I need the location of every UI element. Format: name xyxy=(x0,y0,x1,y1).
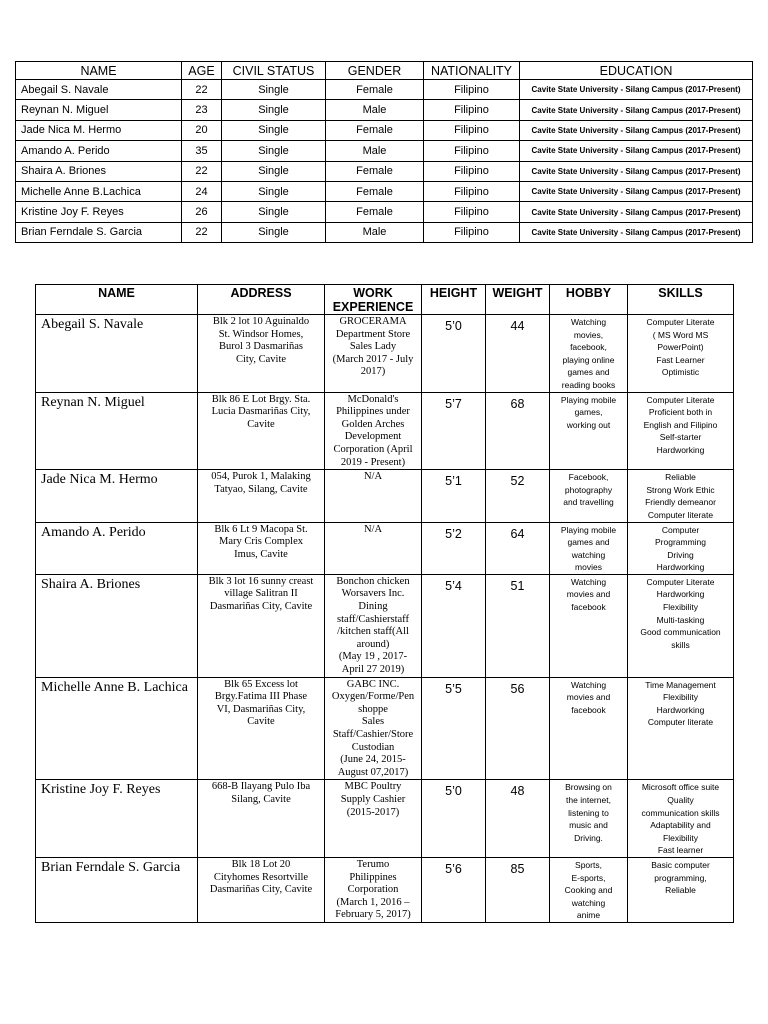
cell-age: 24 xyxy=(182,181,222,201)
cell-address-line: Cavite xyxy=(247,418,275,430)
cell-address xyxy=(198,392,325,470)
cell-work-experience-line: Corporation xyxy=(347,884,399,896)
cell-hobby-line: photography xyxy=(564,484,613,495)
cell-work-experience-line: Bonchon chicken xyxy=(336,575,410,587)
cell-hobby-line: reading books xyxy=(561,379,616,390)
cell-address-line: 054, Purok 1, Malaking xyxy=(211,471,311,483)
cell-skills-line: Computer Literate xyxy=(646,317,715,327)
cell-weight: 48 xyxy=(486,780,550,858)
header-civil-status: CIVIL STATUS xyxy=(222,62,326,80)
cell-nationality: Filipino xyxy=(424,222,520,242)
cell-weight: 85 xyxy=(486,857,550,922)
cell-height: 5’7 xyxy=(422,392,486,470)
cell-nationality: Filipino xyxy=(424,100,520,120)
cell-skills-line: Driving xyxy=(667,549,694,560)
cell-civil-status: Single xyxy=(222,80,326,100)
cell-address-line: Blk 3 lot 16 sunny creast xyxy=(208,575,314,587)
cell-skills-line: communication skills xyxy=(641,807,720,818)
cell-hobby-line: Browsing on xyxy=(565,782,612,793)
cell-skills-line: English and Filipino xyxy=(643,419,718,430)
cell-age: 35 xyxy=(182,141,222,161)
cell-hobby-line: Watching xyxy=(570,317,607,327)
cell-hobby-line: E-sports, xyxy=(571,872,606,883)
cell-gender: Female xyxy=(326,202,424,222)
cell-education: Cavite State University - Silang Campus (2017-Present) xyxy=(520,181,753,201)
cell-hobby-line: Cooking and xyxy=(564,885,613,896)
cell-hobby xyxy=(550,470,628,522)
cell-skills xyxy=(628,315,734,393)
table-row xyxy=(16,181,753,201)
header-skills: SKILLS xyxy=(628,285,734,315)
cell-work-experience xyxy=(325,780,422,858)
cell-weight: 64 xyxy=(486,522,550,574)
cell-address xyxy=(198,677,325,780)
cell-education: Cavite State University - Silang Campus (2017-Present) xyxy=(520,141,753,161)
cell-skills xyxy=(628,574,734,677)
cell-address-line: village Salitran II xyxy=(224,588,298,600)
cell-skills-line: Time Management xyxy=(645,679,716,690)
cell-age: 22 xyxy=(182,161,222,181)
cell-hobby xyxy=(550,522,628,574)
header-name: NAME xyxy=(36,285,198,315)
header-hobby: HOBBY xyxy=(550,285,628,315)
cell-hobby-line: working out xyxy=(566,419,611,430)
cell-skills-line: Programming xyxy=(654,537,707,548)
cell-civil-status: Single xyxy=(222,202,326,222)
cell-address-line: Dasmariñas City, Cavite xyxy=(209,601,313,613)
cell-hobby-line: playing online xyxy=(562,354,615,365)
cell-civil-status: Single xyxy=(222,120,326,140)
cell-name: Reynan N. Miguel xyxy=(16,100,182,120)
cell-hobby xyxy=(550,574,628,677)
cell-height: 5’6 xyxy=(422,857,486,922)
cell-address xyxy=(198,315,325,393)
cell-address xyxy=(198,470,325,522)
cell-address-line: Burol 3 Dasmariñas xyxy=(219,341,303,353)
cell-skills xyxy=(628,857,734,922)
table-header-row xyxy=(36,285,734,315)
cell-height: 5’4 xyxy=(422,574,486,677)
cell-skills-line: Fast learner xyxy=(657,845,704,856)
cell-work-experience-line: MBC Poultry xyxy=(344,781,402,793)
cell-skills-line: Optimistic xyxy=(661,367,700,378)
cell-skills-line: Flexibility xyxy=(663,602,698,613)
cell-skills-line: Hardworking xyxy=(656,444,705,455)
cell-skills-line: skills xyxy=(671,639,690,650)
cell-hobby-line: facebook xyxy=(571,602,606,613)
cell-work-experience-line: February 5, 2017) xyxy=(335,909,411,921)
cell-name: Kristine Joy F. Reyes xyxy=(16,202,182,222)
cell-skills-line: Hardworking xyxy=(656,704,705,715)
cell-work-experience-line: Sales xyxy=(361,716,385,728)
cell-gender: Male xyxy=(326,100,424,120)
cell-address xyxy=(198,574,325,677)
cell-skills-line: Computer Literate xyxy=(646,576,715,587)
cell-work-experience xyxy=(325,392,422,470)
header-address: ADDRESS xyxy=(198,285,325,315)
table-row xyxy=(16,80,753,100)
cell-hobby-line: games and xyxy=(567,537,610,548)
cell-nationality: Filipino xyxy=(424,80,520,100)
cell-hobby-line: Playing mobile xyxy=(560,394,617,405)
header-gender: GENDER xyxy=(326,62,424,80)
cell-work-experience xyxy=(325,315,422,393)
cell-weight: 56 xyxy=(486,677,550,780)
cell-address-line: Lucia Dasmariñas City, xyxy=(211,406,311,418)
table-row xyxy=(36,857,734,922)
cell-work-experience xyxy=(325,522,422,574)
cell-skills-line: Fast Learner xyxy=(656,354,705,365)
cell-skills-line: Reliable xyxy=(665,472,696,483)
cell-skills xyxy=(628,470,734,522)
cell-hobby-line: facebook xyxy=(571,704,606,715)
cell-height: 5’5 xyxy=(422,677,486,780)
cell-skills-line: PowerPoint) xyxy=(657,342,704,353)
table-row xyxy=(36,470,734,522)
cell-height: 5’2 xyxy=(422,522,486,574)
cell-weight: 52 xyxy=(486,470,550,522)
cell-name: Amando A. Perido xyxy=(16,141,182,161)
table-row xyxy=(36,315,734,393)
table-row xyxy=(36,780,734,858)
cell-work-experience-line: staff/Cashierstaff xyxy=(337,613,409,625)
cell-weight: 51 xyxy=(486,574,550,677)
cell-work-experience-line: (June 24, 2015- xyxy=(340,754,406,766)
cell-hobby-line: watching xyxy=(571,897,606,908)
cell-skills xyxy=(628,677,734,780)
cell-address-line: Blk 86 E Lot Brgy. Sta. xyxy=(211,393,311,405)
cell-hobby-line: Sports, xyxy=(575,859,602,870)
cell-work-experience-line: 2019 - Present) xyxy=(340,456,406,468)
cell-work-experience-line: (March 1, 2016 – xyxy=(336,896,410,908)
cell-skills-line: Friendly demeanor xyxy=(645,497,716,508)
cell-nationality: Filipino xyxy=(424,181,520,201)
cell-hobby xyxy=(550,857,628,922)
cell-work-experience-line: Corporation (April xyxy=(333,443,413,455)
table-row xyxy=(16,222,753,242)
cell-height: 5’0 xyxy=(422,315,486,393)
table-row xyxy=(16,100,753,120)
cell-hobby-line: watching xyxy=(571,549,606,560)
cell-skills-line: Computer literate xyxy=(647,509,714,520)
cell-name: Michelle Anne B. Lachica xyxy=(36,677,198,780)
cell-work-experience-line: Golden Arches xyxy=(341,418,405,430)
cell-gender: Female xyxy=(326,161,424,181)
cell-name: Amando A. Perido xyxy=(36,522,198,574)
header-name: NAME xyxy=(16,62,182,80)
cell-hobby-line: facebook, xyxy=(570,342,607,353)
cell-work-experience-line: Terumo xyxy=(356,858,390,870)
cell-name: Kristine Joy F. Reyes xyxy=(36,780,198,858)
cell-address-line: Cavite xyxy=(247,716,275,728)
cell-education: Cavite State University - Silang Campus (2017-Present) xyxy=(520,120,753,140)
cell-hobby-line: movies and xyxy=(566,692,611,703)
cell-skills-line: Microsoft office suite xyxy=(641,782,720,793)
cell-skills xyxy=(628,392,734,470)
cell-skills-line: Reliable xyxy=(665,885,696,896)
header-work-experience: WORK EXPERIENCE xyxy=(325,285,422,315)
cell-work-experience-line: Staff/Cashier/Store xyxy=(332,729,414,740)
cell-skills-line: Quality xyxy=(667,794,694,805)
cell-work-experience-line: (2015-2017) xyxy=(346,806,400,818)
cell-weight: 44 xyxy=(486,315,550,393)
cell-skills-line: Computer Literate xyxy=(646,394,715,405)
cell-work-experience xyxy=(325,470,422,522)
cell-name: Brian Ferndale S. Garcia xyxy=(16,222,182,242)
cell-work-experience-line: GABC INC. xyxy=(346,678,400,690)
header-education: EDUCATION xyxy=(520,62,753,80)
cell-work-experience xyxy=(325,574,422,677)
cell-hobby-line: movies and xyxy=(566,589,611,600)
cell-address-line: 668-B Ilayang Pulo Iba xyxy=(211,781,311,793)
cell-skills-line: ( MS Word MS xyxy=(652,329,709,340)
cell-work-experience xyxy=(325,857,422,922)
profile-details-table xyxy=(35,284,734,923)
cell-education: Cavite State University - Silang Campus (2017-Present) xyxy=(520,80,753,100)
header-height: HEIGHT xyxy=(422,285,486,315)
cell-address-line: City, Cavite xyxy=(235,353,287,365)
cell-work-experience-line: Oxygen/Forme/Pen xyxy=(331,691,415,703)
cell-skills-line: Self-starter xyxy=(659,432,702,443)
cell-hobby-line: games, xyxy=(574,407,603,418)
cell-work-experience-line: Dining xyxy=(358,601,388,613)
cell-skills-line: Flexibility xyxy=(663,692,698,703)
cell-work-experience-line: around) xyxy=(356,638,390,650)
cell-hobby-line: Facebook, xyxy=(568,472,609,483)
cell-address-line: Tatyao, Silang, Cavite xyxy=(214,483,308,495)
cell-hobby-line: the internet, xyxy=(566,794,611,805)
cell-gender: Female xyxy=(326,181,424,201)
cell-work-experience-line: /kitchen staff(All xyxy=(337,626,409,638)
table-row xyxy=(36,677,734,780)
cell-address-line: Cityhomes Resortville xyxy=(213,871,309,883)
cell-address-line: Brgy.Fatima III Phase xyxy=(214,691,308,703)
cell-address-line: Dasmariñas City, Cavite xyxy=(209,884,313,896)
cell-name: Shaira A. Briones xyxy=(16,161,182,181)
cell-age: 22 xyxy=(182,80,222,100)
cell-work-experience-line: April 27 2019) xyxy=(341,664,405,676)
cell-work-experience-line: 2017) xyxy=(360,366,386,378)
cell-hobby-line: movies, xyxy=(573,329,604,340)
cell-name: Jade Nica M. Hermo xyxy=(36,470,198,522)
cell-skills-line: Flexibility xyxy=(663,832,698,843)
table-row xyxy=(36,392,734,470)
cell-work-experience-line: Worsavers Inc. xyxy=(341,588,405,600)
cell-hobby-line: Playing mobile xyxy=(560,524,617,535)
header-nationality: NATIONALITY xyxy=(424,62,520,80)
cell-work-experience-line: August 07,2017) xyxy=(337,766,409,778)
cell-skills-line: Computer xyxy=(661,524,700,535)
cell-civil-status: Single xyxy=(222,181,326,201)
cell-hobby xyxy=(550,392,628,470)
cell-nationality: Filipino xyxy=(424,141,520,161)
cell-civil-status: Single xyxy=(222,161,326,181)
cell-nationality: Filipino xyxy=(424,202,520,222)
cell-address-line: VI, Dasmariñas City, xyxy=(216,703,306,715)
table-row xyxy=(16,202,753,222)
cell-hobby-line: Driving. xyxy=(574,832,603,843)
cell-hobby xyxy=(550,677,628,780)
cell-work-experience-line: GROCERAMA xyxy=(339,316,407,327)
cell-address-line: Blk 2 lot 10 Aguinaldo xyxy=(212,316,310,327)
cell-age: 22 xyxy=(182,222,222,242)
cell-skills-line: Good communication xyxy=(640,627,721,638)
cell-height: 5’0 xyxy=(422,780,486,858)
cell-hobby-line: and travelling xyxy=(563,497,614,508)
cell-work-experience-line: Supply Cashier xyxy=(340,793,406,805)
cell-work-experience-line: Department Store xyxy=(335,328,411,340)
cell-skills-line: Multi-tasking xyxy=(656,614,705,625)
cell-work-experience-line: N/A xyxy=(363,523,383,535)
cell-work-experience-line: Philippines xyxy=(349,871,397,883)
cell-education: Cavite State University - Silang Campus (2017-Present) xyxy=(520,161,753,181)
cell-work-experience-line: Philippines under xyxy=(336,406,410,418)
cell-nationality: Filipino xyxy=(424,120,520,140)
cell-skills-line: Computer literate xyxy=(647,717,714,728)
personal-info-table xyxy=(15,61,753,243)
cell-hobby xyxy=(550,315,628,393)
cell-address-line: St. Windsor Homes, xyxy=(218,328,304,340)
cell-work-experience-line: N/A xyxy=(363,471,383,483)
cell-education: Cavite State University - Silang Campus (2017-Present) xyxy=(520,222,753,242)
cell-civil-status: Single xyxy=(222,222,326,242)
cell-education: Cavite State University - Silang Campus (2017-Present) xyxy=(520,100,753,120)
cell-gender: Male xyxy=(326,141,424,161)
cell-name: Abegail S. Navale xyxy=(36,315,198,393)
cell-name: Shaira A. Briones xyxy=(36,574,198,677)
cell-hobby xyxy=(550,780,628,858)
table-row xyxy=(36,574,734,677)
cell-work-experience-line: shoppe xyxy=(358,703,388,715)
cell-hobby-line: Watching xyxy=(570,576,607,587)
cell-name: Brian Ferndale S. Garcia xyxy=(36,857,198,922)
cell-nationality: Filipino xyxy=(424,161,520,181)
cell-hobby-line: listening to xyxy=(568,807,609,818)
cell-address-line: Silang, Cavite xyxy=(231,793,291,805)
cell-name: Abegail S. Navale xyxy=(16,80,182,100)
cell-work-experience-line: (May 19 , 2017- xyxy=(338,651,408,663)
cell-work-experience xyxy=(325,677,422,780)
cell-address xyxy=(198,522,325,574)
cell-address xyxy=(198,780,325,858)
table-row xyxy=(16,161,753,181)
cell-work-experience-line: McDonald's xyxy=(347,393,399,405)
cell-address-line: Blk 18 Lot 20 xyxy=(231,858,291,870)
cell-hobby-line: Watching xyxy=(570,679,607,690)
cell-age: 23 xyxy=(182,100,222,120)
cell-hobby-line: anime xyxy=(576,910,601,921)
cell-name: Jade Nica M. Hermo xyxy=(16,120,182,140)
header-age: AGE xyxy=(182,62,222,80)
cell-skills-line: Hardworking xyxy=(656,589,705,600)
cell-gender: Female xyxy=(326,80,424,100)
cell-weight: 68 xyxy=(486,392,550,470)
table-row xyxy=(16,141,753,161)
cell-skills-line: Proficient both in xyxy=(648,407,713,418)
cell-work-experience-line: Sales Lady xyxy=(349,341,397,353)
cell-work-experience-line: Development xyxy=(344,431,402,443)
cell-address-line: Mary Cris Complex xyxy=(219,536,303,548)
cell-skills-line: Hardworking xyxy=(656,562,705,573)
cell-address-line: Blk 65 Excess lot xyxy=(224,678,298,690)
cell-hobby-line: games and xyxy=(567,367,610,378)
cell-name: Michelle Anne B.Lachica xyxy=(16,181,182,201)
cell-name: Reynan N. Miguel xyxy=(36,392,198,470)
cell-skills-line: Adaptability and xyxy=(650,820,711,831)
cell-civil-status: Single xyxy=(222,100,326,120)
table-header-row xyxy=(16,62,753,80)
cell-age: 20 xyxy=(182,120,222,140)
table-row xyxy=(36,522,734,574)
cell-education: Cavite State University - Silang Campus (2017-Present) xyxy=(520,202,753,222)
cell-address xyxy=(198,857,325,922)
cell-skills-line: programming, xyxy=(654,872,707,883)
cell-skills xyxy=(628,780,734,858)
cell-address-line: Blk 6 Lt 9 Macopa St. xyxy=(214,523,308,535)
cell-address-line: Imus, Cavite xyxy=(234,548,288,560)
table-row xyxy=(16,120,753,140)
cell-age: 26 xyxy=(182,202,222,222)
cell-hobby-line: movies xyxy=(575,562,602,573)
cell-gender: Female xyxy=(326,120,424,140)
cell-skills-line: Basic computer xyxy=(651,859,710,870)
cell-civil-status: Single xyxy=(222,141,326,161)
cell-gender: Male xyxy=(326,222,424,242)
cell-skills xyxy=(628,522,734,574)
cell-hobby-line: music and xyxy=(569,820,608,831)
cell-height: 5’1 xyxy=(422,470,486,522)
cell-work-experience-line: (March 2017 - July xyxy=(332,353,414,365)
cell-skills-line: Strong Work Ethic xyxy=(646,484,715,495)
header-weight: WEIGHT xyxy=(486,285,550,315)
cell-work-experience-line: Custodian xyxy=(351,741,395,753)
